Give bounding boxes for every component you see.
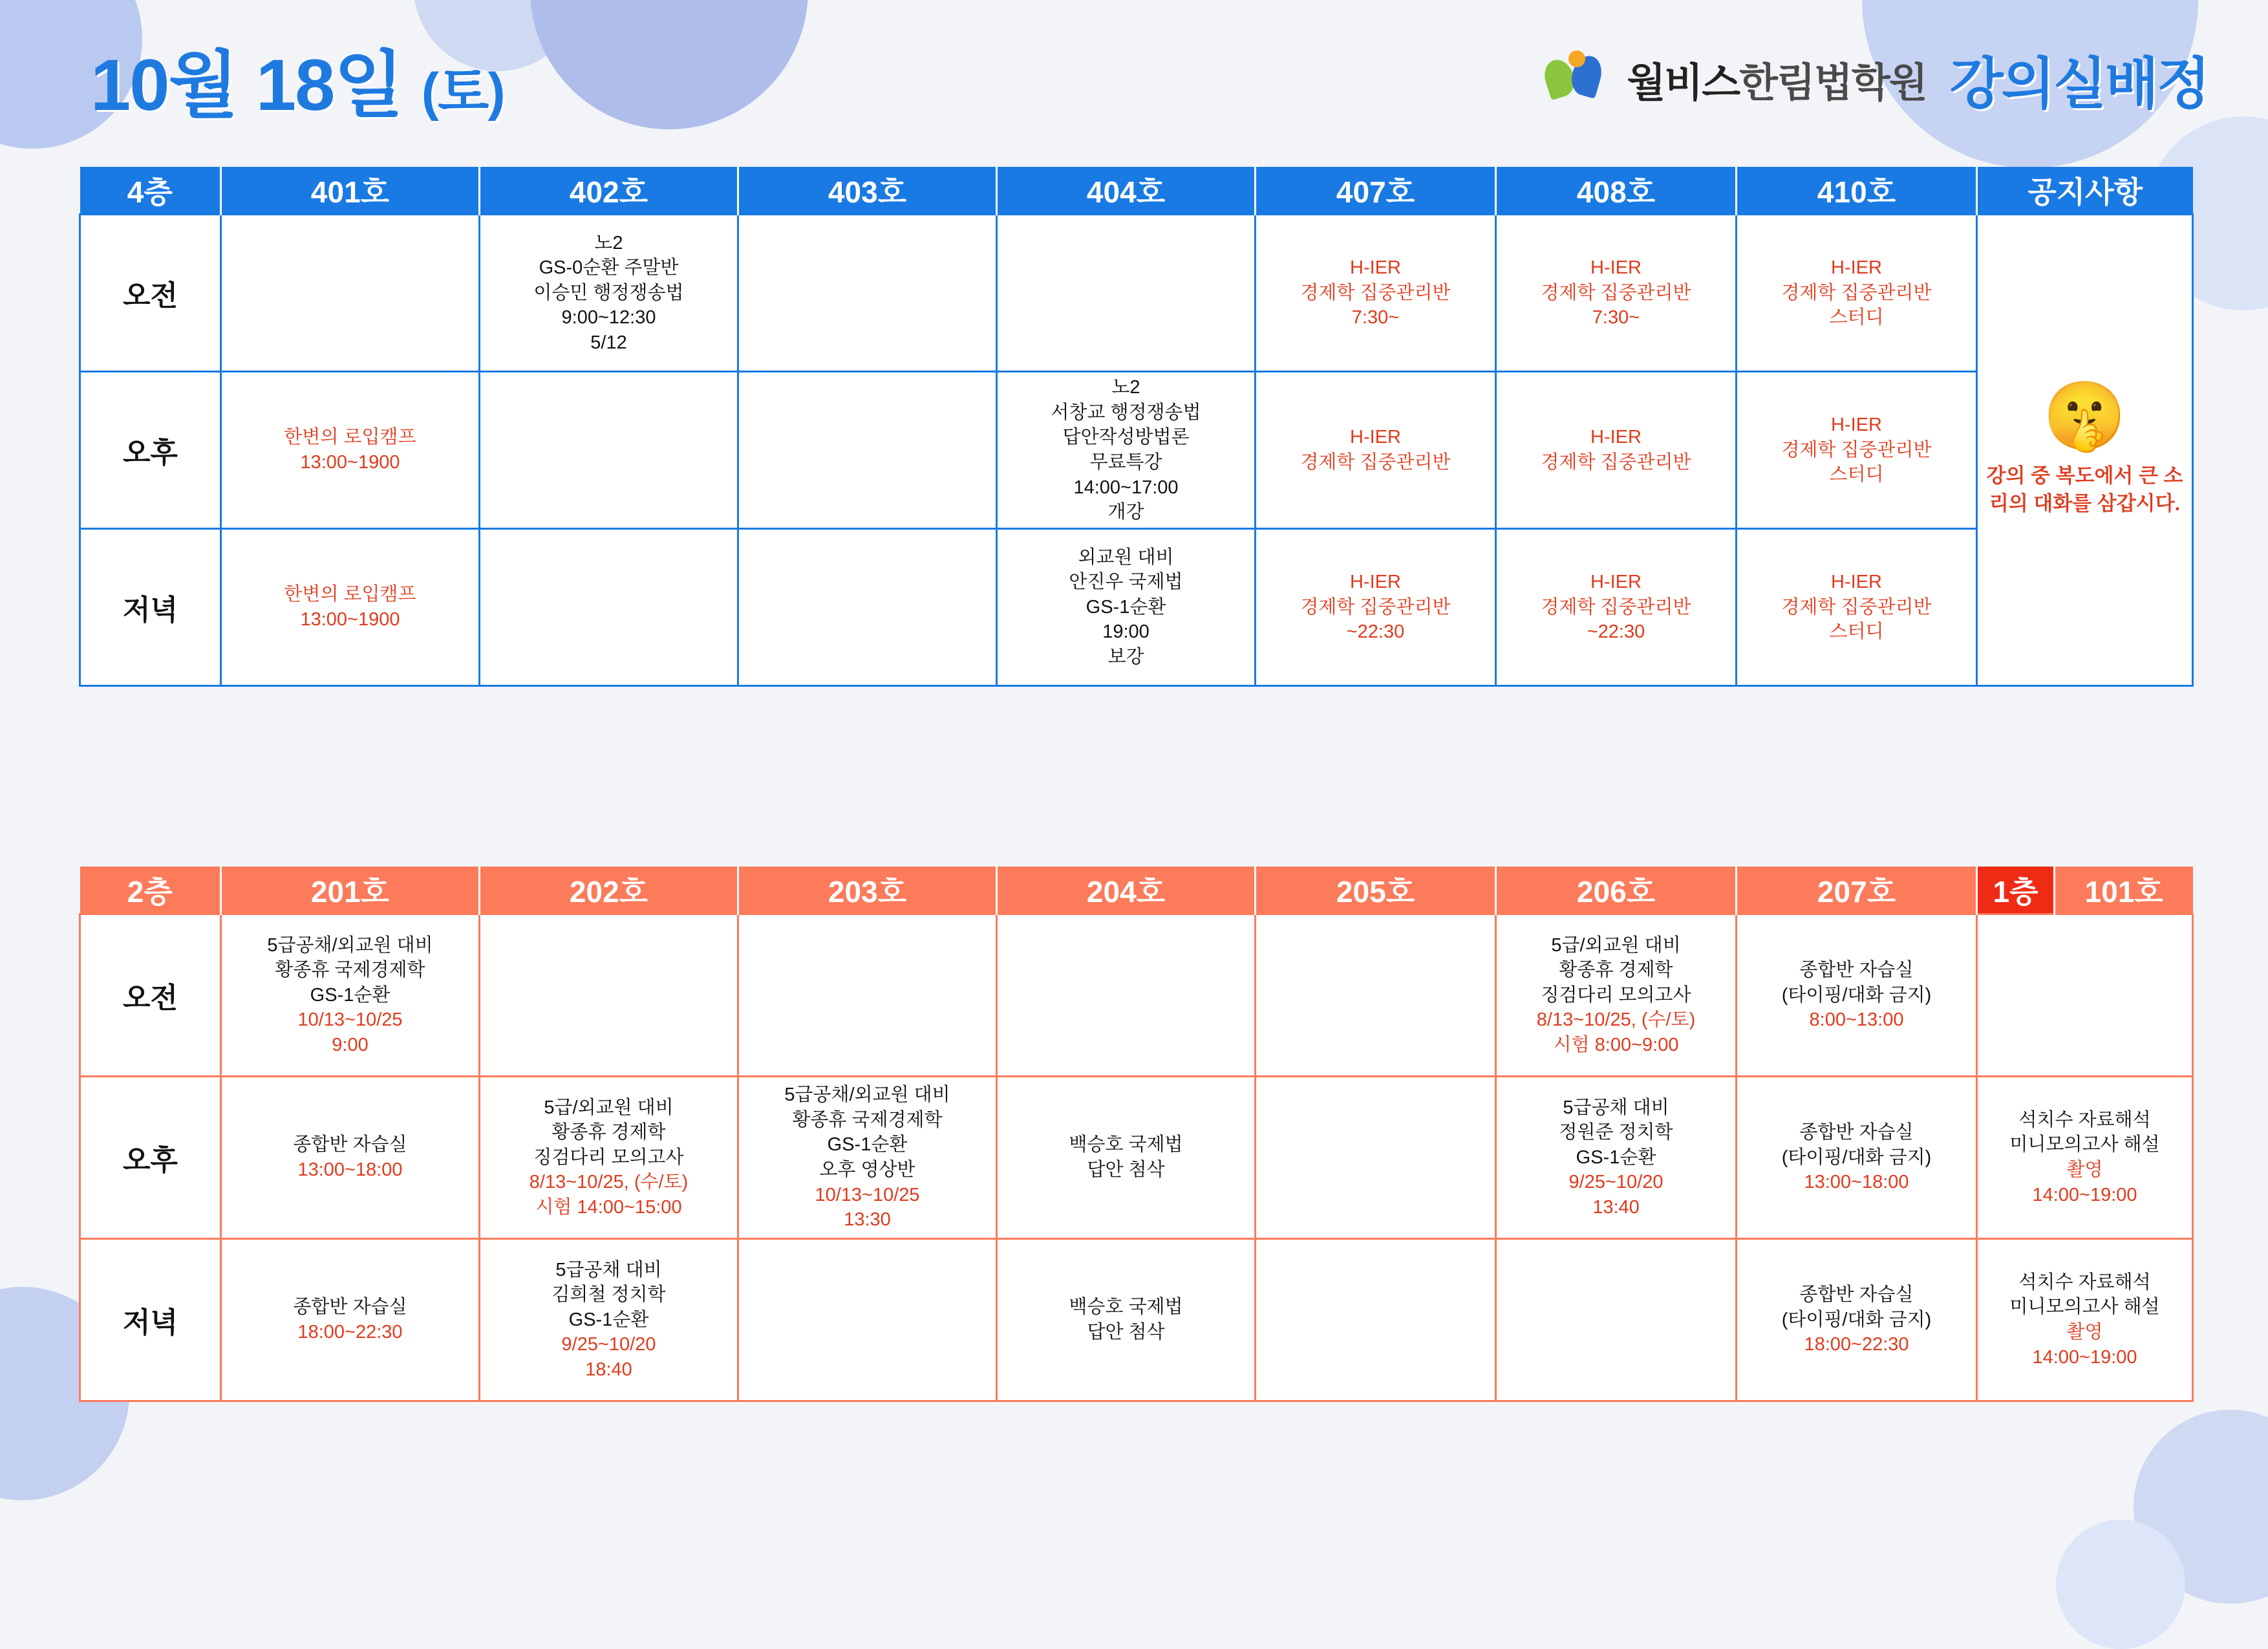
cell-line: GS-1순환: [1576, 1147, 1656, 1168]
cell-line: 답안 첨삭: [1087, 1159, 1165, 1180]
floor4-cell-r1-c5: [1496, 372, 1737, 529]
floor4-col-header-5: 407호: [1256, 167, 1496, 215]
floor2-col-header-0: 2층: [80, 867, 221, 914]
table-row: [80, 1239, 2193, 1401]
cell-line: 5급공채 대비: [555, 1259, 662, 1280]
title-date: 10월 18일: [91, 45, 403, 125]
cell-line: 황종휴 국제경제학: [792, 1109, 943, 1130]
brand-block: [1543, 39, 2209, 119]
floor2-cell-r2-c3: [997, 1239, 1256, 1401]
cell-line: H-IER: [1831, 572, 1882, 593]
floor2-cell-r2-c7: [1977, 1239, 2193, 1401]
floor4-cell-r2-c0: [221, 529, 480, 686]
floor2-col-header-9: 101호: [2055, 867, 2193, 914]
cell-line: 징검다리 모의고사: [1541, 984, 1691, 1006]
floor2-row-label: 오전: [80, 914, 221, 1077]
cell-line: 8:00~13:00: [1809, 1009, 1904, 1031]
floor4-cell-r0-c5: [1496, 215, 1737, 372]
cell-line: GS-1순환: [310, 984, 390, 1006]
cell-line: 5급공채/외교원 대비: [784, 1084, 950, 1106]
page-title: [91, 27, 504, 131]
cell-line: 미니모의고사 해설: [2009, 1134, 2160, 1156]
floor4-cell-r2-c2: [738, 529, 997, 686]
floor4-cell-r0-c1: [480, 215, 738, 372]
cell-line: 종합반 자습실: [293, 1297, 407, 1318]
floor4-cell-r0-c6: [1737, 215, 1977, 372]
floor2-cell-r1-c1: [480, 1077, 738, 1239]
cell-line: H-IER: [1590, 427, 1642, 448]
cell-line: 답안작성방법론: [1062, 427, 1190, 448]
cell-line: 8/13~10/25, (수/토): [529, 1172, 689, 1193]
cell-line: 13:30: [844, 1209, 891, 1231]
cell-line: 촬영: [2066, 1322, 2103, 1342]
cell-line: 18:40: [585, 1359, 632, 1380]
cell-line: 스터디: [1829, 464, 1884, 486]
cell-line: 황종휴 국제경제학: [275, 960, 425, 981]
cell-line: 이승민 행정쟁송법: [533, 282, 684, 303]
cell-line: 경제학 집중관리반: [1541, 596, 1691, 618]
floor4-col-header-0: 4층: [80, 167, 221, 215]
cell-line: 5급/외교원 대비: [1551, 934, 1681, 956]
brand-name-1: 월비스: [1627, 60, 1740, 105]
floor2-cell-r0-c2: [738, 914, 997, 1077]
floor2-cell-r0-c3: [997, 914, 1256, 1077]
cell-line: H-IER: [1350, 572, 1401, 593]
floor4-col-header-7: 410호: [1737, 167, 1977, 215]
cell-line: ~22:30: [1346, 621, 1405, 643]
cell-line: 한변의 로입캠프: [284, 584, 416, 605]
cell-line: 서창교 행정쟁송법: [1051, 402, 1201, 423]
floor4-cell-r2-c4: [1256, 529, 1496, 686]
floor4-row-label: 오전: [80, 215, 221, 372]
cell-line: (타이핑/대화 금지): [1781, 1147, 1932, 1168]
cell-line: 노2: [1111, 377, 1140, 398]
table-row: [80, 215, 2193, 372]
cell-line: 경제학 집중관리반: [1300, 452, 1451, 473]
floor4-cell-r2-c1: [480, 529, 738, 686]
floor2-col-header-6: 206호: [1496, 867, 1737, 914]
floor2-header-row: [80, 867, 2193, 914]
cell-line: ~22:30: [1587, 621, 1645, 643]
floor2-col-header-2: 202호: [480, 867, 738, 914]
wolbis-leaf-logo-icon: [1543, 49, 1615, 109]
floor4-col-header-1: 401호: [221, 167, 480, 215]
floor4-cell-r1-c0: [221, 372, 480, 529]
cell-line: 종합반 자습실: [293, 1134, 407, 1156]
floor2-cell-r1-c3: [997, 1077, 1256, 1239]
cell-line: 5/12: [590, 332, 627, 353]
floor4-row-label: 저녁: [80, 529, 221, 686]
cell-line: 18:00~22:30: [297, 1322, 403, 1342]
cell-line: 14:00~17:00: [1073, 477, 1179, 498]
floor2-row-label: 오후: [80, 1077, 221, 1239]
cell-line: 징검다리 모의고사: [533, 1147, 684, 1168]
cell-line: 미니모의고사 해설: [2009, 1297, 2160, 1318]
cell-line: 경제학 집중관리반: [1781, 282, 1932, 303]
cell-line: 황종휴 경제학: [551, 1122, 666, 1143]
cell-line: (타이핑/대화 금지): [1781, 984, 1932, 1006]
floor4-cell-r0-c3: [997, 215, 1256, 372]
cell-line: 14:00~19:00: [2032, 1184, 2137, 1205]
cell-line: 13:00~1900: [300, 609, 400, 630]
cell-line: 13:00~1900: [300, 452, 400, 473]
cell-line: H-IER: [1590, 257, 1642, 279]
cell-line: 7:30~: [1592, 307, 1640, 329]
floor2-cell-r2-c1: [480, 1239, 738, 1401]
cell-line: 석치수 자료해석: [2018, 1271, 2151, 1293]
cell-line: (타이핑/대화 금지): [1781, 1309, 1932, 1330]
floor2-col-header-1: 201호: [221, 867, 480, 914]
notice-cell: [1977, 215, 2193, 686]
table-row: [80, 914, 2193, 1077]
cell-line: 답안 첨삭: [1087, 1322, 1165, 1342]
cell-line: 종합반 자습실: [1799, 1122, 1914, 1143]
cell-line: 경제학 집중관리반: [1541, 452, 1691, 473]
cell-line: 황종휴 경제학: [1559, 960, 1673, 981]
floor2-col-header-5: 205호: [1256, 867, 1496, 914]
cell-line: 10/13~10/25: [815, 1184, 920, 1205]
cell-line: 경제학 집중관리반: [1300, 596, 1451, 618]
cell-line: 스터디: [1829, 307, 1884, 329]
cell-line: 김희철 정치학: [551, 1284, 666, 1306]
floor2-cell-r2-c2: [738, 1239, 997, 1401]
floor2-cell-r0-c7: [1977, 914, 2193, 1077]
floor4-cell-r0-c4: [1256, 215, 1496, 372]
floor4-cell-r1-c3: [997, 372, 1256, 529]
cell-line: 종합반 자습실: [1799, 1284, 1914, 1306]
cell-line: 촬영: [2066, 1159, 2103, 1180]
cell-line: 10/13~10/25: [297, 1009, 403, 1031]
cell-line: 스터디: [1829, 621, 1884, 643]
cell-line: 14:00~19:00: [2032, 1346, 2137, 1368]
floor4-cell-r2-c3: [997, 529, 1256, 686]
cell-line: H-IER: [1831, 415, 1882, 436]
floor4-col-header-8: 공지사항: [1977, 167, 2193, 215]
cell-line: 석치수 자료해석: [2018, 1109, 2151, 1130]
floor2-col-header-4: 204호: [997, 867, 1256, 914]
cell-line: H-IER: [1350, 257, 1401, 279]
floor4-cell-r2-c6: [1737, 529, 1977, 686]
floor4-row-label: 오후: [80, 372, 221, 529]
brand-name-2: 한림법학원: [1739, 60, 1927, 105]
floor2-cell-r2-c4: [1256, 1239, 1496, 1401]
cell-line: GS-0순환 주말반: [539, 257, 679, 279]
floor2-col-header-8: 1층: [1977, 867, 2055, 914]
cell-line: 8/13~10/25, (수/토): [1536, 1009, 1696, 1031]
floor2-cell-r2-c5: [1496, 1239, 1737, 1401]
floor4-col-header-2: 402호: [480, 167, 738, 215]
cell-line: 안진우 국제법: [1069, 572, 1183, 593]
cell-line: 9/25~10/20: [561, 1334, 656, 1355]
cell-line: 시험 8:00~9:00: [1553, 1034, 1679, 1055]
cell-line: 백승호 국제법: [1069, 1134, 1183, 1156]
cell-line: 경제학 집중관리반: [1541, 282, 1691, 303]
floor4-col-header-6: 408호: [1496, 167, 1737, 215]
cell-line: GS-1순환: [568, 1309, 649, 1330]
decor-blob: [2056, 1520, 2185, 1649]
cell-line: 9:00~12:30: [561, 307, 656, 329]
floor2-cell-r1-c5: [1496, 1077, 1737, 1239]
title-weekday: (토): [421, 63, 504, 122]
floor2-cell-r0-c5: [1496, 914, 1737, 1077]
floor4-col-header-3: 403호: [738, 167, 997, 215]
cell-line: 18:00~22:30: [1804, 1334, 1909, 1355]
floor2-col-header-7: 207호: [1737, 867, 1977, 914]
cell-line: GS-1순환: [1086, 596, 1166, 618]
cell-line: 오후 영상반: [819, 1159, 915, 1180]
cell-line: 한변의 로입캠프: [284, 427, 416, 448]
cell-line: 시험 14:00~15:00: [535, 1196, 682, 1218]
floor4-cell-r1-c2: [738, 372, 997, 529]
page-header: [0, 0, 2268, 165]
cell-line: 경제학 집중관리반: [1781, 596, 1932, 618]
cell-line: 5급/외교원 대비: [544, 1097, 674, 1118]
cell-line: 13:00~18:00: [297, 1159, 403, 1180]
cell-line: H-IER: [1590, 572, 1642, 593]
floor2-cell-r0-c6: [1737, 914, 1977, 1077]
floor4-cell-r2-c5: [1496, 529, 1737, 686]
cell-line: 9:00: [332, 1034, 369, 1055]
floor4-header-row: [80, 167, 2193, 215]
cell-line: 보강: [1107, 646, 1144, 667]
cell-line: 정원준 정치학: [1559, 1122, 1673, 1143]
cell-line: 5급공채/외교원 대비: [267, 934, 433, 956]
floor2-col-header-3: 203호: [738, 867, 997, 914]
cell-line: H-IER: [1350, 427, 1401, 448]
cell-line: 백승호 국제법: [1069, 1297, 1183, 1318]
floor4-cell-r0-c0: [221, 215, 480, 372]
cell-line: 9/25~10/20: [1568, 1172, 1664, 1193]
cell-line: 외교원 대비: [1078, 546, 1174, 568]
cell-line: 7:30~: [1351, 307, 1400, 329]
cell-line: 13:40: [1592, 1196, 1640, 1218]
floor2-row-label: 저녁: [80, 1239, 221, 1401]
cell-line: 무료특강: [1089, 452, 1162, 473]
cell-line: 5급공채 대비: [1563, 1097, 1669, 1118]
notice-text: 강의 중 복도에서 큰 소리의 대화를 삼갑시다.: [1986, 464, 2183, 515]
brand-name: [1627, 50, 1926, 108]
cell-line: 개강: [1107, 502, 1144, 523]
table-row: [80, 1077, 2193, 1239]
shush-face-emoji-icon: 🤫: [2042, 378, 2127, 454]
brand-title: 강의실배정: [1949, 53, 2209, 115]
cell-line: 경제학 집중관리반: [1781, 439, 1932, 460]
floor2-cell-r1-c4: [1256, 1077, 1496, 1239]
cell-line: 노2: [594, 232, 623, 253]
floor2-cell-r2-c0: [221, 1239, 480, 1401]
floor2-cell-r0-c1: [480, 914, 738, 1077]
floor4-cell-r1-c1: [480, 372, 738, 529]
floor4-cell-r1-c4: [1256, 372, 1496, 529]
cell-line: 19:00: [1102, 621, 1150, 643]
floor4-cell-r0-c2: [738, 215, 997, 372]
floor4-schedule-table: [79, 167, 2194, 687]
floor2-cell-r2-c6: [1737, 1239, 1977, 1401]
floor2-cell-r0-c0: [221, 914, 480, 1077]
floor2-cell-r1-c2: [738, 1077, 997, 1239]
floor2-cell-r1-c6: [1737, 1077, 1977, 1239]
floor2-cell-r1-c0: [221, 1077, 480, 1239]
cell-line: 종합반 자습실: [1799, 960, 1914, 981]
table-row: [80, 529, 2193, 686]
floor2-schedule-table: [79, 867, 2194, 1402]
cell-line: H-IER: [1831, 257, 1882, 279]
cell-line: 13:00~18:00: [1804, 1172, 1909, 1193]
floor2-cell-r1-c7: [1977, 1077, 2193, 1239]
cell-line: 경제학 집중관리반: [1300, 282, 1451, 303]
cell-line: GS-1순환: [827, 1134, 908, 1156]
floor2-cell-r0-c4: [1256, 914, 1496, 1077]
table-row: [80, 372, 2193, 529]
floor4-col-header-4: 404호: [997, 167, 1256, 215]
floor4-cell-r1-c6: [1737, 372, 1977, 529]
